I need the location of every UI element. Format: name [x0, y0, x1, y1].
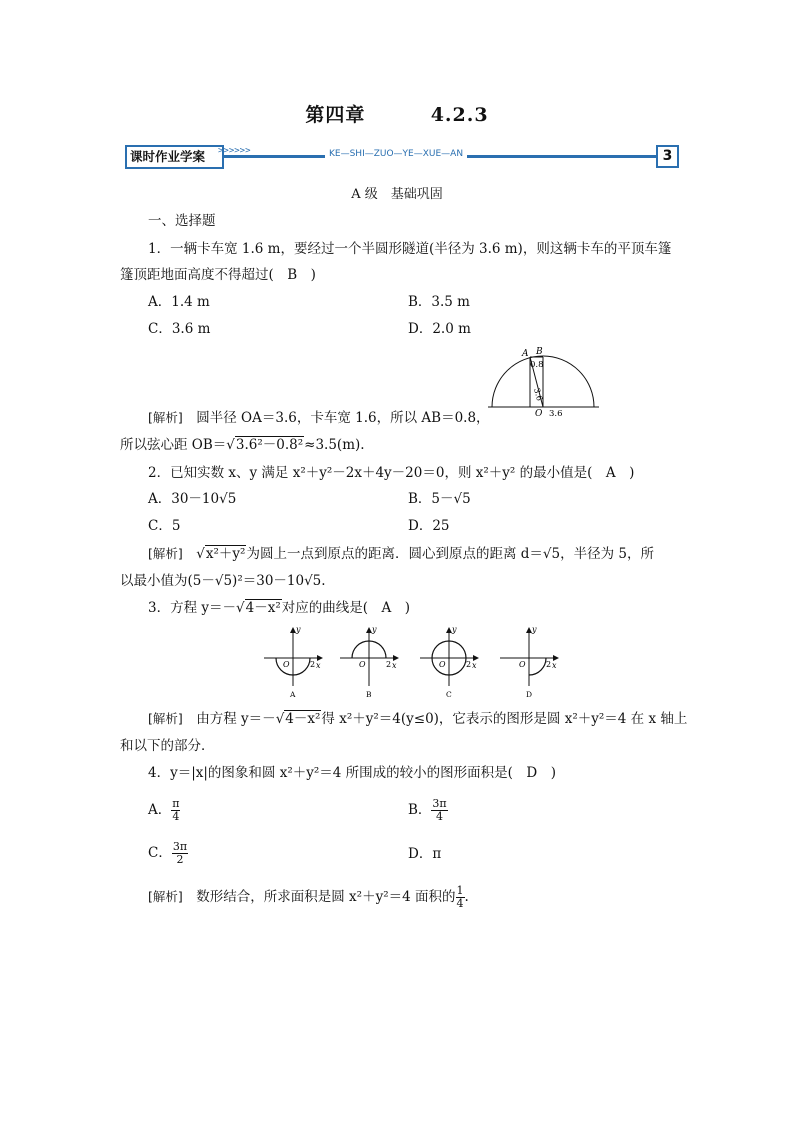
graph-d	[500, 625, 558, 699]
q4-analysis-text: 数形结合，所求面积是圆 x²＋y²＝4 面积的	[196, 889, 456, 905]
svg-text:2: 2	[466, 660, 472, 669]
q1-analysis-post: ≈3.5(m).	[304, 437, 365, 453]
svg-text:O: O	[283, 660, 290, 669]
q1-analysis-line1	[148, 409, 490, 427]
label-b: B	[536, 347, 543, 357]
q2-option-a: A．30－10√5	[148, 491, 237, 507]
q3-stem-pre: 3．方程 y＝－	[148, 600, 237, 616]
graph-a	[264, 625, 322, 699]
graph-b-label: B	[366, 690, 372, 699]
svg-text:2: 2	[386, 660, 392, 669]
q2-analysis-line2: 以最小值为(5－√5)²＝30－10√5.	[120, 573, 326, 589]
q2-analysis-tag: [解析]	[148, 546, 183, 561]
q2-analysis-sqrt: x²＋y²	[205, 546, 246, 562]
level-title: A 级 基础巩固	[351, 187, 443, 202]
q3-analysis-pre: 由方程 y＝－	[196, 711, 276, 727]
banner-pinyin: KE—SHI—ZUO—YE—XUE—AN	[325, 149, 467, 159]
svg-text:x: x	[472, 661, 477, 670]
svg-text:y: y	[296, 625, 301, 634]
q4-option-a: A． $\frac{\pi}{4}$	[148, 797, 180, 823]
q4-analysis-tag: [解析]	[148, 889, 183, 904]
q3-stem-post: 对应的曲线是( A )	[281, 600, 411, 616]
graph-c	[420, 625, 478, 699]
banner-label: 课时作业学案	[125, 145, 224, 169]
svg-text:x: x	[316, 661, 321, 670]
q3-analysis-post: 得 x²＋y²＝4(y≤0)，它表示的图形是圆 x²＋y²＝4 在 x 轴上	[321, 711, 688, 727]
q4-option-d: D．π	[408, 846, 442, 862]
page-title	[0, 100, 794, 127]
q1-analysis-tag: [解析]	[148, 410, 183, 425]
label-36-side: 3.6	[532, 387, 545, 402]
q2-option-b: B．5－√5	[408, 491, 471, 507]
q3-analysis-sqrt: 4－x²	[285, 711, 321, 727]
graph-b	[340, 625, 398, 699]
q1-option-d: D．2.0 m	[408, 321, 471, 337]
q1-option-c: C．3.6 m	[148, 321, 211, 337]
svg-text:x: x	[392, 661, 397, 670]
label-a: A	[522, 349, 529, 359]
graph-c-label: C	[446, 690, 452, 699]
tunnel-figure	[486, 345, 601, 420]
banner-arrows: >>>>>>	[218, 146, 251, 156]
q1-option-a: A．1.4 m	[148, 294, 210, 310]
banner-number: 3	[656, 145, 679, 168]
q4-option-c: C． $\frac{3\pi}{2}$	[148, 840, 188, 866]
graph-a-label: A	[290, 690, 296, 699]
q2-analysis-line1: [解析] √x²＋y²为圆上一点到原点的距离．圆心到原点的距离 d＝√5，半径为 5，所	[148, 546, 654, 562]
svg-text:y: y	[532, 625, 537, 634]
q1-analysis-line2: 所以弦心距 OB＝√3.6²－0.8²≈3.5(m).	[120, 437, 365, 453]
svg-text:O: O	[359, 660, 366, 669]
q4-analysis: [解析] 数形结合，所求面积是圆 x²＋y²＝4 面积的 $\frac{1}{4}$ .	[148, 884, 469, 910]
q1-analysis-sqrt: 3.6²－0.8²	[235, 437, 304, 453]
q1-stem-line1: 1．一辆卡车宽 1.6 m，要经过一个半圆形隧道(半径为 3.6 m)，则这辆卡车的平顶车篷	[148, 241, 672, 257]
q1-analysis-text: 圆半径 OA＝3.6，卡车宽 1.6，所以 AB＝0.8，	[196, 410, 490, 426]
q2-stem: 2．已知实数 x、y 满足 x²＋y²－2x＋4y－20＝0，则 x²＋y² 的最小值是( A )	[148, 465, 635, 481]
q3-graphs	[262, 624, 557, 702]
q1-option-b: B．3.5 m	[408, 294, 470, 310]
label-08: 0.8	[530, 360, 544, 370]
svg-text:O: O	[519, 660, 526, 669]
chapter-title: 第四章	[305, 104, 366, 126]
q3-analysis-line2: 和以下的部分．	[120, 738, 215, 754]
section-number: 4.2.3	[430, 104, 489, 126]
label-o: O	[535, 409, 543, 419]
svg-text:y: y	[372, 625, 377, 634]
q4-stem: 4．y＝|x|的图象和圆 x²＋y²＝4 所围成的较小的图形面积是( D )	[148, 765, 557, 781]
graph-d-label: D	[526, 690, 533, 699]
q1-stem-line2: 篷顶距地面高度不得超过( B )	[120, 267, 316, 283]
q3-analysis-line1: [解析] 由方程 y＝－√4－x²得 x²＋y²＝4(y≤0)，它表示的图形是圆 x²＋y²＝4 在 x 轴上	[148, 711, 688, 727]
q2-analysis-text: 为圆上一点到原点的距离．圆心到原点的距离 d＝√5，半径为 5，所	[246, 546, 654, 562]
svg-text:y: y	[452, 625, 457, 634]
q3-stem: 3．方程 y＝－√4－x²对应的曲线是( A )	[148, 600, 411, 616]
q4-option-b: B． $\frac{3\pi}{4}$	[408, 797, 447, 823]
q2-option-d: D．25	[408, 518, 450, 534]
label-36-base: 3.6	[549, 409, 563, 419]
part-title: 一、选择题	[148, 213, 216, 229]
q3-analysis-tag: [解析]	[148, 711, 183, 726]
svg-text:2: 2	[546, 660, 552, 669]
q2-option-c: C．5	[148, 518, 181, 534]
svg-text:2: 2	[310, 660, 316, 669]
q3-stem-sqrt: 4－x²	[245, 600, 281, 616]
svg-text:O: O	[439, 660, 446, 669]
svg-text:x: x	[552, 661, 557, 670]
q1-analysis-pre: 所以弦心距 OB＝	[120, 437, 227, 453]
